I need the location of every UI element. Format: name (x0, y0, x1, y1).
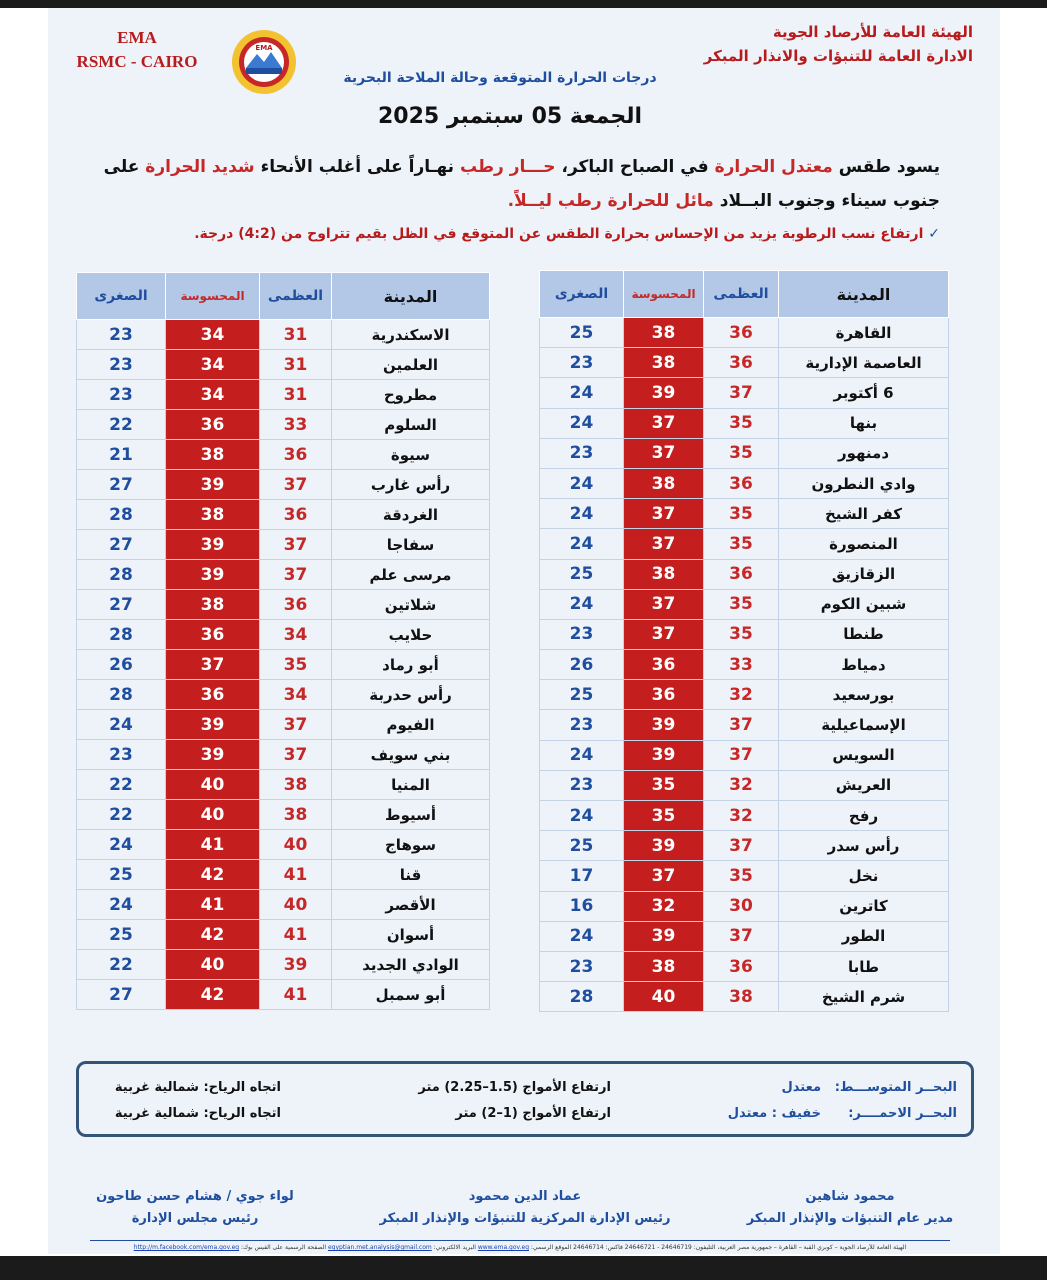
min-temp-cell: 24 (77, 890, 166, 920)
min-temp-cell: 23 (540, 770, 624, 800)
table-row (77, 500, 490, 530)
city-name-cell: العريش (779, 770, 949, 800)
sea-row-mediterranean (79, 1080, 971, 1104)
city-name-cell: مرسى علم (332, 560, 490, 590)
table-row (540, 650, 949, 680)
feels-like-cell: 35 (624, 801, 704, 831)
signatory-name: لواء جوي / هشام حسن طاحون (96, 1189, 294, 1204)
bottom-frame (0, 1256, 1047, 1280)
feels-like-cell: 41 (166, 830, 260, 860)
footer-facebook-label: الصفحة الرسمية على الفيس بوك: (239, 1244, 328, 1251)
ema-logo (230, 28, 298, 96)
table-row (77, 530, 490, 560)
table-row (77, 800, 490, 830)
city-name-cell: الاسكندرية (332, 320, 490, 350)
feels-like-cell: 39 (624, 740, 704, 770)
max-temp-cell: 30 (704, 891, 779, 921)
min-temp-cell: 23 (540, 710, 624, 740)
max-temp-cell: 41 (260, 980, 332, 1010)
min-temp-cell: 24 (540, 408, 624, 438)
logo-text: EMA (255, 44, 273, 52)
city-name-cell: كفر الشيخ (779, 499, 949, 529)
feels-like-cell: 35 (624, 770, 704, 800)
min-temp-cell: 25 (77, 920, 166, 950)
table-body-right (540, 318, 949, 1012)
table-row (77, 380, 490, 410)
table-row (540, 619, 949, 649)
table-row (540, 831, 949, 861)
city-name-cell: بنها (779, 408, 949, 438)
col-max: العظمى (704, 271, 779, 318)
header-english (62, 26, 212, 74)
city-name-cell: سيوة (332, 440, 490, 470)
feels-like-cell: 39 (166, 560, 260, 590)
city-name-cell: الطور (779, 921, 949, 951)
signatory-title: مدير عام التنبؤات والإنذار المبكر (746, 1211, 954, 1226)
min-temp-cell: 21 (77, 440, 166, 470)
max-temp-cell: 32 (704, 801, 779, 831)
feels-like-cell: 39 (624, 710, 704, 740)
max-temp-cell: 36 (260, 500, 332, 530)
col-city: المدينة (332, 273, 490, 320)
summary-highlight: مائل للحرارة رطب (557, 191, 714, 211)
feels-like-cell: 38 (624, 951, 704, 981)
feels-like-cell: 39 (166, 530, 260, 560)
signatory-title: رئيس مجلس الإدارة (131, 1211, 259, 1226)
max-temp-cell: 37 (704, 740, 779, 770)
summary-part: نهـاراً على أغلب الأنحاء (254, 157, 460, 177)
min-temp-cell: 25 (77, 860, 166, 890)
max-temp-cell: 37 (704, 710, 779, 740)
city-name-cell: شرم الشيخ (779, 982, 949, 1012)
feels-like-cell: 37 (624, 499, 704, 529)
city-name-cell: قنا (332, 860, 490, 890)
min-temp-cell: 17 (540, 861, 624, 891)
max-temp-cell: 38 (260, 770, 332, 800)
wind-direction: اتجاه الرياح: شمالية غربية (114, 1106, 281, 1121)
center-english: RSMC - CAIRO (76, 52, 198, 71)
table-row (77, 620, 490, 650)
city-name-cell: سفاجا (332, 530, 490, 560)
city-name-cell: السويس (779, 740, 949, 770)
min-temp-cell: 25 (540, 318, 624, 348)
table-row (540, 408, 949, 438)
max-temp-cell: 41 (260, 920, 332, 950)
table-row (540, 801, 949, 831)
table-row (77, 350, 490, 380)
summary-highlight: حـــار رطب (459, 157, 556, 177)
max-temp-cell: 33 (260, 410, 332, 440)
feels-like-cell: 42 (166, 860, 260, 890)
city-name-cell: نخل (779, 861, 949, 891)
min-temp-cell: 27 (77, 590, 166, 620)
table-row (540, 378, 949, 408)
table-row (77, 920, 490, 950)
city-name-cell: العلمين (332, 350, 490, 380)
max-temp-cell: 36 (704, 468, 779, 498)
min-temp-cell: 25 (540, 831, 624, 861)
feels-like-cell: 39 (624, 831, 704, 861)
min-temp-cell: 25 (540, 559, 624, 589)
feels-like-cell: 34 (166, 380, 260, 410)
signatory-name: عماد الدين محمود (468, 1189, 582, 1204)
max-temp-cell: 37 (704, 831, 779, 861)
city-name-cell: المنصورة (779, 529, 949, 559)
city-name-cell: بني سويف (332, 740, 490, 770)
min-temp-cell: 24 (77, 830, 166, 860)
min-temp-cell: 25 (540, 680, 624, 710)
summary-highlight: ليــلاً. (507, 191, 552, 211)
summary-highlight: شديد الحرارة (145, 157, 255, 177)
city-name-cell: القاهرة (779, 318, 949, 348)
max-temp-cell: 35 (704, 438, 779, 468)
table-row (77, 320, 490, 350)
table-row (77, 440, 490, 470)
table-row (540, 680, 949, 710)
signature-block (70, 1186, 320, 1230)
col-feels: المحسوسة (166, 273, 260, 320)
feels-like-cell: 38 (166, 440, 260, 470)
feels-like-cell: 36 (624, 650, 704, 680)
feels-like-cell: 38 (624, 468, 704, 498)
table-row (540, 559, 949, 589)
cities-table-left (76, 272, 490, 1010)
min-temp-cell: 28 (77, 680, 166, 710)
subtitle: درجات الحرارة المتوقعة وحالة الملاحة البحرية (343, 70, 657, 86)
feels-like-cell: 37 (624, 529, 704, 559)
min-temp-cell: 23 (540, 438, 624, 468)
table-row (77, 410, 490, 440)
max-temp-cell: 37 (704, 378, 779, 408)
table-row (540, 589, 949, 619)
city-name-cell: شبين الكوم (779, 589, 949, 619)
max-temp-cell: 37 (704, 921, 779, 951)
min-temp-cell: 26 (77, 650, 166, 680)
feels-like-cell: 36 (166, 620, 260, 650)
min-temp-cell: 24 (540, 740, 624, 770)
table-row (77, 710, 490, 740)
min-temp-cell: 24 (540, 529, 624, 559)
feels-like-cell: 34 (166, 350, 260, 380)
city-name-cell: الزقازيق (779, 559, 949, 589)
table-row (77, 680, 490, 710)
feels-like-cell: 40 (166, 800, 260, 830)
min-temp-cell: 24 (77, 710, 166, 740)
min-temp-cell: 27 (77, 470, 166, 500)
check-icon: ✓ (928, 226, 940, 242)
max-temp-cell: 35 (704, 529, 779, 559)
table-row (540, 982, 949, 1012)
city-name-cell: العاصمة الإدارية (779, 348, 949, 378)
footer-text: الهيئة العامة للأرصاد الجوية – كوبري القبة – القاهرة – جمهورية مصر العربية، التليفون: 24646719 - 24646721 فاكس: 24646714 الموقع الرسمي: (529, 1244, 907, 1251)
table-row (77, 560, 490, 590)
feels-like-cell: 40 (166, 770, 260, 800)
table-row (77, 770, 490, 800)
min-temp-cell: 23 (540, 619, 624, 649)
summary-part: في الصباح الباكر، (555, 157, 715, 177)
wave-height: ارتفاع الأمواج (1.5–2.25) متر (418, 1080, 611, 1095)
sea-name: البحــر المتوســـط: (834, 1080, 957, 1095)
min-temp-cell: 23 (540, 348, 624, 378)
city-name-cell: رفح (779, 801, 949, 831)
city-name-cell: أسوان (332, 920, 490, 950)
feels-like-cell: 39 (624, 378, 704, 408)
feels-like-cell: 38 (166, 500, 260, 530)
table-row (77, 890, 490, 920)
feels-like-cell: 37 (166, 650, 260, 680)
humidity-note-text: ارتفاع نسب الرطوبة يزيد من الإحساس بحرارة الطقس عن المتوقع في الظل بقيم تتراوح من (4:2) درجة. (194, 226, 924, 242)
table-row (540, 348, 949, 378)
weather-summary (90, 150, 940, 218)
max-temp-cell: 34 (260, 680, 332, 710)
sea-name: البحــر الاحمــــر: (848, 1106, 957, 1121)
city-name-cell: وادي النطرون (779, 468, 949, 498)
col-feels: المحسوسة (624, 271, 704, 318)
sea-state: معتدل (781, 1080, 821, 1095)
city-name-cell: الفيوم (332, 710, 490, 740)
top-frame (0, 0, 1047, 8)
max-temp-cell: 37 (260, 740, 332, 770)
min-temp-cell: 28 (77, 560, 166, 590)
min-temp-cell: 27 (77, 980, 166, 1010)
city-name-cell: أسيوط (332, 800, 490, 830)
min-temp-cell: 22 (77, 950, 166, 980)
table-row (77, 470, 490, 500)
min-temp-cell: 28 (540, 982, 624, 1012)
feels-like-cell: 37 (624, 438, 704, 468)
min-temp-cell: 24 (540, 801, 624, 831)
max-temp-cell: 36 (704, 951, 779, 981)
max-temp-cell: 33 (704, 650, 779, 680)
min-temp-cell: 26 (540, 650, 624, 680)
city-name-cell: رأس غارب (332, 470, 490, 500)
min-temp-cell: 28 (77, 500, 166, 530)
feels-like-cell: 38 (624, 559, 704, 589)
feels-like-cell: 42 (166, 980, 260, 1010)
feels-like-cell: 38 (624, 348, 704, 378)
footer-email-label: البريد الالكتروني: (431, 1244, 478, 1251)
city-name-cell: كاترين (779, 891, 949, 921)
min-temp-cell: 22 (77, 770, 166, 800)
summary-part: يسود طقس (832, 157, 940, 177)
city-name-cell: المنيا (332, 770, 490, 800)
min-temp-cell: 22 (77, 800, 166, 830)
max-temp-cell: 35 (704, 589, 779, 619)
table-row (540, 499, 949, 529)
signatory-title: رئيس الإدارة المركزية للتنبؤات والإنذار المبكر (379, 1211, 671, 1226)
org-arabic: الهيئة العامة للأرصاد الجوية (772, 23, 973, 41)
feels-like-cell: 37 (624, 619, 704, 649)
max-temp-cell: 31 (260, 320, 332, 350)
summary-highlight: معتدل الحرارة (714, 157, 833, 177)
feels-like-cell: 40 (166, 950, 260, 980)
min-temp-cell: 23 (77, 350, 166, 380)
max-temp-cell: 36 (704, 348, 779, 378)
signature-block (360, 1186, 690, 1230)
max-temp-cell: 35 (704, 408, 779, 438)
website-link[interactable]: www.ema.gov.eg (477, 1244, 529, 1251)
city-name-cell: مطروح (332, 380, 490, 410)
min-temp-cell: 24 (540, 589, 624, 619)
feels-like-cell: 41 (166, 890, 260, 920)
city-name-cell: أبو سمبل (332, 980, 490, 1010)
min-temp-cell: 24 (540, 921, 624, 951)
city-name-cell: سوهاج (332, 830, 490, 860)
city-name-cell: شلاتين (332, 590, 490, 620)
table-row (77, 590, 490, 620)
max-temp-cell: 35 (260, 650, 332, 680)
max-temp-cell: 36 (704, 559, 779, 589)
col-min: الصغرى (540, 271, 624, 318)
city-name-cell: 6 أكتوبر (779, 378, 949, 408)
min-temp-cell: 23 (77, 740, 166, 770)
table-row (540, 710, 949, 740)
table-row (77, 830, 490, 860)
city-name-cell: أبو رماد (332, 650, 490, 680)
feels-like-cell: 38 (166, 590, 260, 620)
city-name-cell: الغردقة (332, 500, 490, 530)
facebook-link[interactable]: http://m.facebook.com/ema.gov.eg (133, 1244, 240, 1251)
min-temp-cell: 16 (540, 891, 624, 921)
feels-like-cell: 36 (166, 680, 260, 710)
col-max: العظمى (260, 273, 332, 320)
city-name-cell: طابا (779, 951, 949, 981)
humidity-note (80, 226, 940, 242)
min-temp-cell: 23 (540, 951, 624, 981)
feels-like-cell: 39 (166, 740, 260, 770)
table-row (77, 950, 490, 980)
city-name-cell: طنطا (779, 619, 949, 649)
min-temp-cell: 22 (77, 410, 166, 440)
cities-table-right (539, 270, 949, 1012)
feels-like-cell: 37 (624, 861, 704, 891)
min-temp-cell: 24 (540, 499, 624, 529)
city-name-cell: الوادي الجديد (332, 950, 490, 980)
max-temp-cell: 37 (260, 710, 332, 740)
table-row (540, 438, 949, 468)
col-min: الصغرى (77, 273, 166, 320)
sea-conditions-box (76, 1061, 974, 1137)
footer-divider (90, 1240, 950, 1241)
max-temp-cell: 38 (260, 800, 332, 830)
org-english: EMA (117, 28, 157, 47)
min-temp-cell: 23 (77, 320, 166, 350)
max-temp-cell: 32 (704, 770, 779, 800)
feels-like-cell: 36 (166, 410, 260, 440)
feels-like-cell: 40 (624, 982, 704, 1012)
max-temp-cell: 37 (260, 560, 332, 590)
max-temp-cell: 35 (704, 619, 779, 649)
signatory-name: محمود شاهين (805, 1189, 895, 1204)
feels-like-cell: 38 (624, 318, 704, 348)
feels-like-cell: 32 (624, 891, 704, 921)
table-row (540, 951, 949, 981)
feels-like-cell: 39 (166, 710, 260, 740)
table-row (540, 921, 949, 951)
table-row (540, 861, 949, 891)
feels-like-cell: 42 (166, 920, 260, 950)
sea-state: خفيف : معتدل (727, 1106, 821, 1121)
feels-like-cell: 39 (624, 921, 704, 951)
city-name-cell: رأس حدربة (332, 680, 490, 710)
feels-like-cell: 36 (624, 680, 704, 710)
city-name-cell: السلوم (332, 410, 490, 440)
feels-like-cell: 39 (166, 470, 260, 500)
feels-like-cell: 37 (624, 589, 704, 619)
table-row (77, 650, 490, 680)
min-temp-cell: 24 (540, 378, 624, 408)
table-row (540, 318, 949, 348)
min-temp-cell: 23 (77, 380, 166, 410)
wave-height: ارتفاع الأمواج (1–2) متر (455, 1106, 611, 1121)
min-temp-cell: 28 (77, 620, 166, 650)
max-temp-cell: 31 (260, 380, 332, 410)
city-name-cell: الأقصر (332, 890, 490, 920)
sea-row-red-sea (79, 1106, 971, 1130)
department-arabic: الادارة العامة للتنبؤات والانذار المبكر (703, 47, 973, 65)
city-name-cell: دمنهور (779, 438, 949, 468)
feels-like-cell: 34 (166, 320, 260, 350)
city-name-cell: رأس سدر (779, 831, 949, 861)
table-row (77, 740, 490, 770)
table-row (540, 468, 949, 498)
city-name-cell: الإسماعيلية (779, 710, 949, 740)
table-row (540, 740, 949, 770)
max-temp-cell: 38 (704, 982, 779, 1012)
signature-block (720, 1186, 980, 1230)
max-temp-cell: 32 (704, 680, 779, 710)
max-temp-cell: 39 (260, 950, 332, 980)
feels-like-cell: 37 (624, 408, 704, 438)
city-name-cell: حلايب (332, 620, 490, 650)
max-temp-cell: 37 (260, 530, 332, 560)
max-temp-cell: 36 (704, 318, 779, 348)
max-temp-cell: 36 (260, 590, 332, 620)
table-row (540, 770, 949, 800)
max-temp-cell: 34 (260, 620, 332, 650)
table-body-left (77, 320, 490, 1010)
wind-direction: اتجاه الرياح: شمالية غربية (114, 1080, 281, 1095)
table-row (540, 529, 949, 559)
max-temp-cell: 40 (260, 830, 332, 860)
max-temp-cell: 35 (704, 861, 779, 891)
min-temp-cell: 24 (540, 468, 624, 498)
col-city: المدينة (779, 271, 949, 318)
city-name-cell: دمياط (779, 650, 949, 680)
table-header-row (77, 273, 490, 320)
table-row (540, 891, 949, 921)
city-name-cell: بورسعيد (779, 680, 949, 710)
email-link[interactable]: egyptian.met.analysis@gmail.com (327, 1244, 432, 1251)
bulletin-date: الجمعة 05 سبتمبر 2025 (377, 104, 643, 129)
table-row (77, 980, 490, 1010)
max-temp-cell: 36 (260, 440, 332, 470)
max-temp-cell: 41 (260, 860, 332, 890)
min-temp-cell: 27 (77, 530, 166, 560)
max-temp-cell: 35 (704, 499, 779, 529)
max-temp-cell: 40 (260, 890, 332, 920)
max-temp-cell: 37 (260, 470, 332, 500)
header-arabic (673, 20, 973, 68)
table-header-row (540, 271, 949, 318)
summary-part: على جنوب سيناء وجنوب البــلاد (103, 157, 940, 211)
max-temp-cell: 31 (260, 350, 332, 380)
table-row (77, 860, 490, 890)
footer-contact (90, 1244, 950, 1251)
